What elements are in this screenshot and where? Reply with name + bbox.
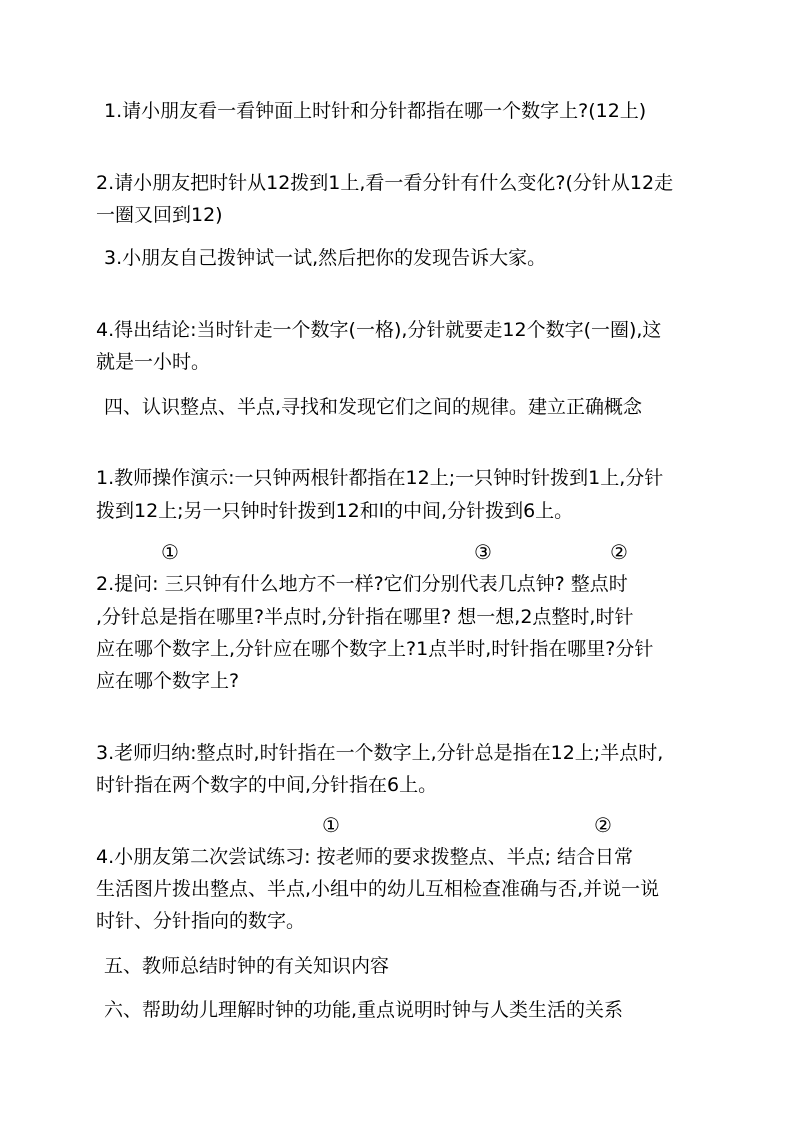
circled-number-mark: ① xyxy=(322,813,340,837)
circled-number-mark: ③ xyxy=(474,540,492,564)
section-heading-6: 六、帮助幼儿理解时钟的功能,重点说明时钟与人类生活的关系 xyxy=(104,999,624,1021)
text-line-10: 2.提问: 三只钟有什么地方不一样?它们分别代表几点钟? 整点时 xyxy=(96,573,628,595)
text-line-1: 1.请小朋友看一看钟面上时针和分针都指在哪一个数字上?(12上) xyxy=(104,100,647,122)
circled-number-mark: ② xyxy=(594,813,612,837)
text-line-18: 时针、分针指向的数字。 xyxy=(96,910,306,932)
text-line-13: 应在哪个数字上? xyxy=(96,670,240,692)
text-line-16: 4.小朋友第二次尝试练习: 按老师的要求拨整点、半点; 结合日常 xyxy=(96,846,634,868)
text-line-6: 就是一小时。 xyxy=(96,351,211,373)
text-line-2: 2.请小朋友把时针从12拨到1上,看一看分针有什么变化?(分针从12走 xyxy=(96,172,674,194)
section-heading-4: 四、认识整点、半点,寻找和发现它们之间的规律。建立正确概念 xyxy=(104,396,643,418)
text-line-8: 1.教师操作演示:一只钟两根针都指在12上;一只钟时针拨到1上,分针 xyxy=(96,467,664,489)
section-heading-5: 五、教师总结时钟的有关知识内容 xyxy=(104,955,390,977)
text-line-11: ,分针总是指在哪里?半点时,分针指在哪里? 想一想,2点整时,时针 xyxy=(96,606,634,628)
text-line-5: 4.得出结论:当时针走一个数字(一格),分针就要走12个数字(一圈),这 xyxy=(96,319,662,341)
text-line-12: 应在哪个数字上,分针应在哪个数字上?1点半时,时针指在哪里?分针 xyxy=(96,638,654,660)
circled-number-mark: ② xyxy=(610,540,628,564)
text-line-4: 3.小朋友自己拨钟试一试,然后把你的发现告诉大家。 xyxy=(104,247,547,269)
text-line-9: 拨到12上;另一只钟时针拨到12和l的中间,分针拨到6上。 xyxy=(96,500,574,522)
text-line-15: 时针指在两个数字的中间,分针指在6上。 xyxy=(96,774,438,796)
text-line-17: 生活图片拨出整点、半点,小组中的幼儿互相检查准确与否,并说一说 xyxy=(96,878,660,900)
text-line-3: 一圈又回到12) xyxy=(96,204,223,226)
text-line-14: 3.老师归纳:整点时,时针指在一个数字上,分针总是指在12上;半点时, xyxy=(96,742,664,764)
circled-number-mark: ① xyxy=(161,540,179,564)
